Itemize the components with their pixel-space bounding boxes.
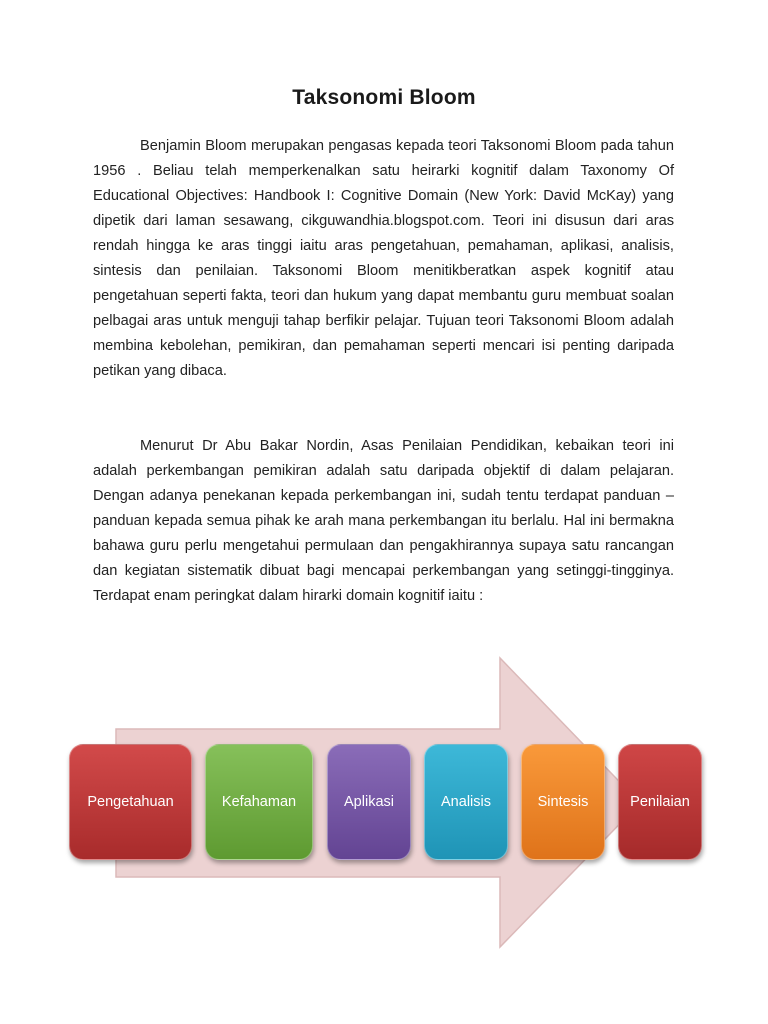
bloom-taxonomy-diagram [0, 655, 768, 955]
document-title: Taksonomi Bloom [292, 86, 476, 109]
step-kefahaman [205, 744, 313, 860]
step-label: Analisis [441, 794, 491, 810]
step-pengetahuan [69, 744, 192, 860]
step-aplikasi [327, 744, 411, 860]
step-penilaian [618, 744, 702, 860]
step-label: Kefahaman [221, 794, 297, 810]
step-label: Pengetahuan [87, 794, 174, 810]
paragraph-1: Benjamin Bloom merupakan pengasas kepada teori Taksonomi Bloom pada tahun 1956 . Beliau telah memperkenalkan satu heirarki kognitif dalam Taxonomy Of Educational Objectives: Handbook I: Cognitive Domain (New York: David McKay) yang dipetik dari laman sesawang, cikguwandhia.blogspot.com. Teori ini disusun dari aras rendah hingga ke aras tinggi iaitu aras pengetahuan, pemahaman, aplikasi, analisis, sintesis dan penilaian. Taksonomi Bloom menitikberatkan aspek kognitif atau pengetahuan seperti fakta, teori dan hukum yang dapat membantu guru membuat soalan pelbagai aras untuk menguji tahap berfikir pelajar. Tujuan teori Taksonomi Bloom adalah membina kebolehan, pemikiran, dan pemahaman seperti mencari isi penting daripada petikan yang dibaca. [93, 138, 674, 379]
step-sintesis [521, 744, 605, 860]
step-label: Penilaian [630, 794, 690, 810]
step-label: Sintesis [537, 794, 589, 810]
step-label: Aplikasi [344, 794, 394, 810]
step-analisis [424, 744, 508, 860]
paragraph-2: Menurut Dr Abu Bakar Nordin, Asas Penilaian Pendidikan, kebaikan teori ini adalah perkembangan pemikiran adalah satu daripada objektif di dalam pelajaran. Dengan adanya penekanan kepada perkembangan ini, sudah tentu terdapat panduan – panduan kepada semua pihak ke arah mana perkembangan itu berlalu. Hal ini bermakna bahawa guru perlu mengetahui permulaan dan pengakhirannya supaya satu rancangan dan kegiatan sistematik dibuat bagi mencapai perkembangan yang setinggi-tingginya. Terdapat enam peringkat dalam hirarki domain kognitif iaitu : [93, 438, 674, 604]
